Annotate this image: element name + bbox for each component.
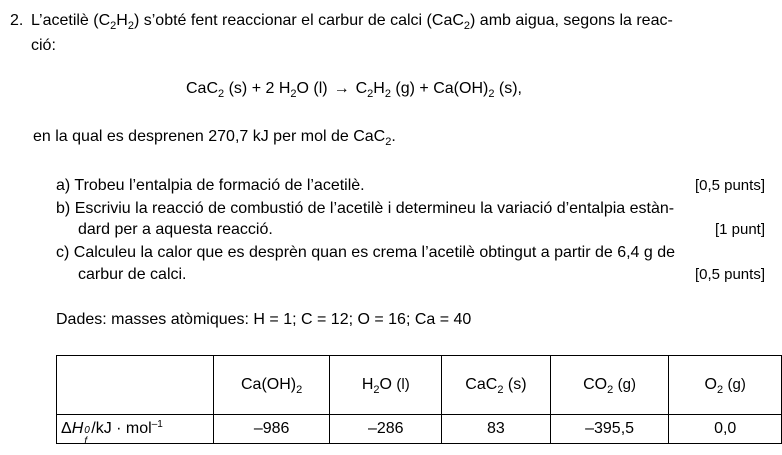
part-c-line-1: c) Calculeu la calor que es desprèn quan es crema l’acetilè obtingut a partir de 6,4 g de [56, 244, 676, 261]
row-label: ΔH 0 f /kJ · mol$^{-1}$ [57, 415, 214, 444]
header-o2: $O_2$ (g) [669, 356, 782, 415]
value-o2: 0,0 [669, 415, 782, 444]
value-cac2: 83 [442, 415, 551, 444]
header-cac2: CaC$_2$ (s) [442, 356, 551, 415]
problem-number: 2. [10, 12, 24, 29]
value-co2: –395,5 [550, 415, 669, 444]
after-equation-text: en la qual es desprenen 270,7 kJ per mol de CaC$_2$. [33, 128, 396, 148]
intro-line-2: ció: [31, 37, 56, 54]
part-b-line-1: b) Escriviu la reacció de combustió de l’acetilè i determineu la variació d’entalpia estàn- [56, 200, 675, 217]
chemical-equation: CaC$_2$ (s) + 2 $H_2O$ $(l) \to C_2H_2$ $(g) + Ca(OH)_2$ (s), [186, 80, 522, 100]
arrow-icon: → [333, 80, 350, 97]
header-co2: $CO_2$ (g) [550, 356, 669, 415]
enthalpy-table [56, 355, 782, 447]
header-caoh2: $Ca(OH)_2$ [213, 356, 330, 415]
part-b-line-2: dard per a aquesta reacció. [78, 221, 273, 238]
part-a: a) Trobeu l’entalpia de formació de l’acetilè. [56, 177, 365, 194]
part-c-line-2: carbur de calci. [78, 266, 187, 283]
part-a-points: [0,5 punts] [694, 177, 765, 194]
value-h2o: –286 [330, 415, 442, 444]
part-b-points: [1 punt] [714, 221, 765, 238]
table-header-row [57, 356, 782, 415]
table-corner-cell [57, 356, 214, 415]
value-caoh2: –986 [213, 415, 330, 444]
table-row [57, 415, 782, 444]
intro-line-1: L’acetilè $(C_2H_2)$ s’obté fent reaccionar el carbur de calci (CaC$_2$) amb aigua, segons la reac- [31, 12, 673, 32]
part-c-points: [0,5 punts] [694, 266, 765, 283]
data-line: Dades: masses atòmiques: H = 1; C = 12; O = 16; Ca = 40 [56, 311, 472, 328]
header-h2o: $H_2O$ (l) [330, 356, 442, 415]
